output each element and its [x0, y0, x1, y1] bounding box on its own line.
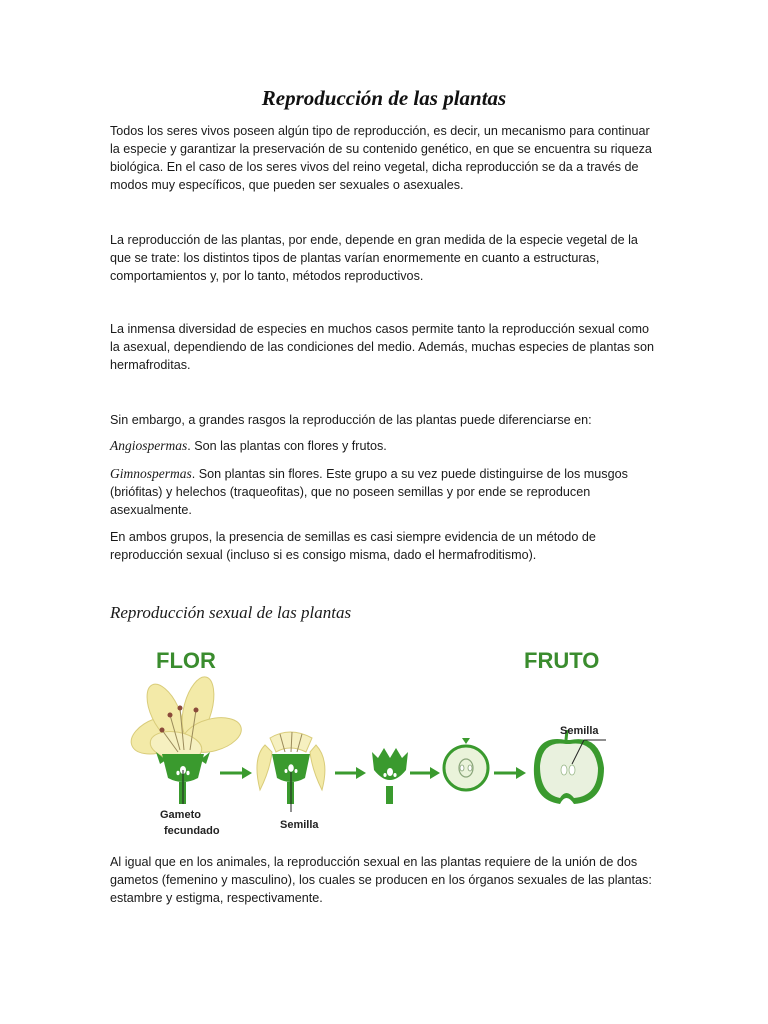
semilla-label-2: Semilla [560, 725, 599, 737]
section-subtitle: Reproducción sexual de las plantas [110, 603, 352, 622]
semilla-label-1: Semilla [280, 819, 319, 831]
paragraph-sexual-reproduction: Al igual que en los animales, la reproducción sexual en las plantas requiere de la unión de dos gametos (femenino y masculino), los cuales se producen en los órganos sexuales de las plantas: estambre y estigma, respectivamente. [110, 855, 652, 905]
gameto-label-line1: Gameto [160, 809, 201, 821]
paragraph-species: La reproducción de las plantas, por ende, depende en gran medida de la especie vegetal de la que se trate: los distintos tipos de plantas varían enormemente en cuanto a estructuras, comportamientos y, por lo tanto, métodos reproductivos. [110, 233, 638, 283]
arrow-right-icon [494, 767, 526, 779]
paragraph-gimnospermas [110, 465, 662, 519]
paragraph-angiospermas [110, 437, 662, 455]
term-gimnospermas: Gimnospermas [110, 466, 192, 481]
apple-section-icon [534, 730, 606, 804]
fruto-label: FRUTO [524, 648, 600, 673]
wilting-flower-icon [257, 732, 325, 812]
open-flower-icon [126, 673, 245, 804]
reproduction-diagram-svg [120, 640, 640, 845]
paragraph-intro: Todos los seres vivos poseen algún tipo de reproducción, es decir, un mecanismo para continuar la especie y garantizar la preservación de su contenido genético, en que se encuentra su riqueza biológica. En el caso de los seres vivos del reino vegetal, dicha reproducción se da a través de modos muy específicos, que pueden ser sexuales o asexuales. [110, 124, 652, 192]
small-fruit-section-icon [444, 738, 488, 790]
developing-fruit-icon [372, 748, 408, 804]
flor-label: FLOR [156, 648, 216, 673]
gimnospermas-text: . Son plantas sin flores. Este grupo a su vez puede distinguirse de los musgos (briófitas) y helechos (traqueofitas), que no poseen semillas y por ende se reproducen asexualmente. [110, 467, 628, 517]
arrow-right-icon [220, 767, 252, 779]
paragraph-both-groups: En ambos grupos, la presencia de semillas es casi siempre evidencia de un método de reproducción sexual (incluso si es consigo misma, dado el hermafroditismo). [110, 530, 596, 562]
angiospermas-text: . Son las plantas con flores y frutos. [187, 439, 387, 453]
paragraph-groups-intro: Sin embargo, a grandes rasgos la reproducción de las plantas puede diferenciarse en: [110, 413, 592, 427]
arrow-right-icon [410, 767, 440, 779]
gameto-label-line2: fecundado [164, 825, 220, 837]
reproduction-diagram [120, 640, 640, 845]
term-angiospermas: Angiospermas [110, 438, 188, 453]
page-title: Reproducción de las plantas [261, 86, 507, 110]
arrow-right-icon [335, 767, 366, 779]
paragraph-diversity: La inmensa diversidad de especies en muchos casos permite tanto la reproducción sexual como la asexual, dependiendo de las condiciones del medio. Además, muchas especies de plantas son hermafroditas. [110, 322, 654, 372]
